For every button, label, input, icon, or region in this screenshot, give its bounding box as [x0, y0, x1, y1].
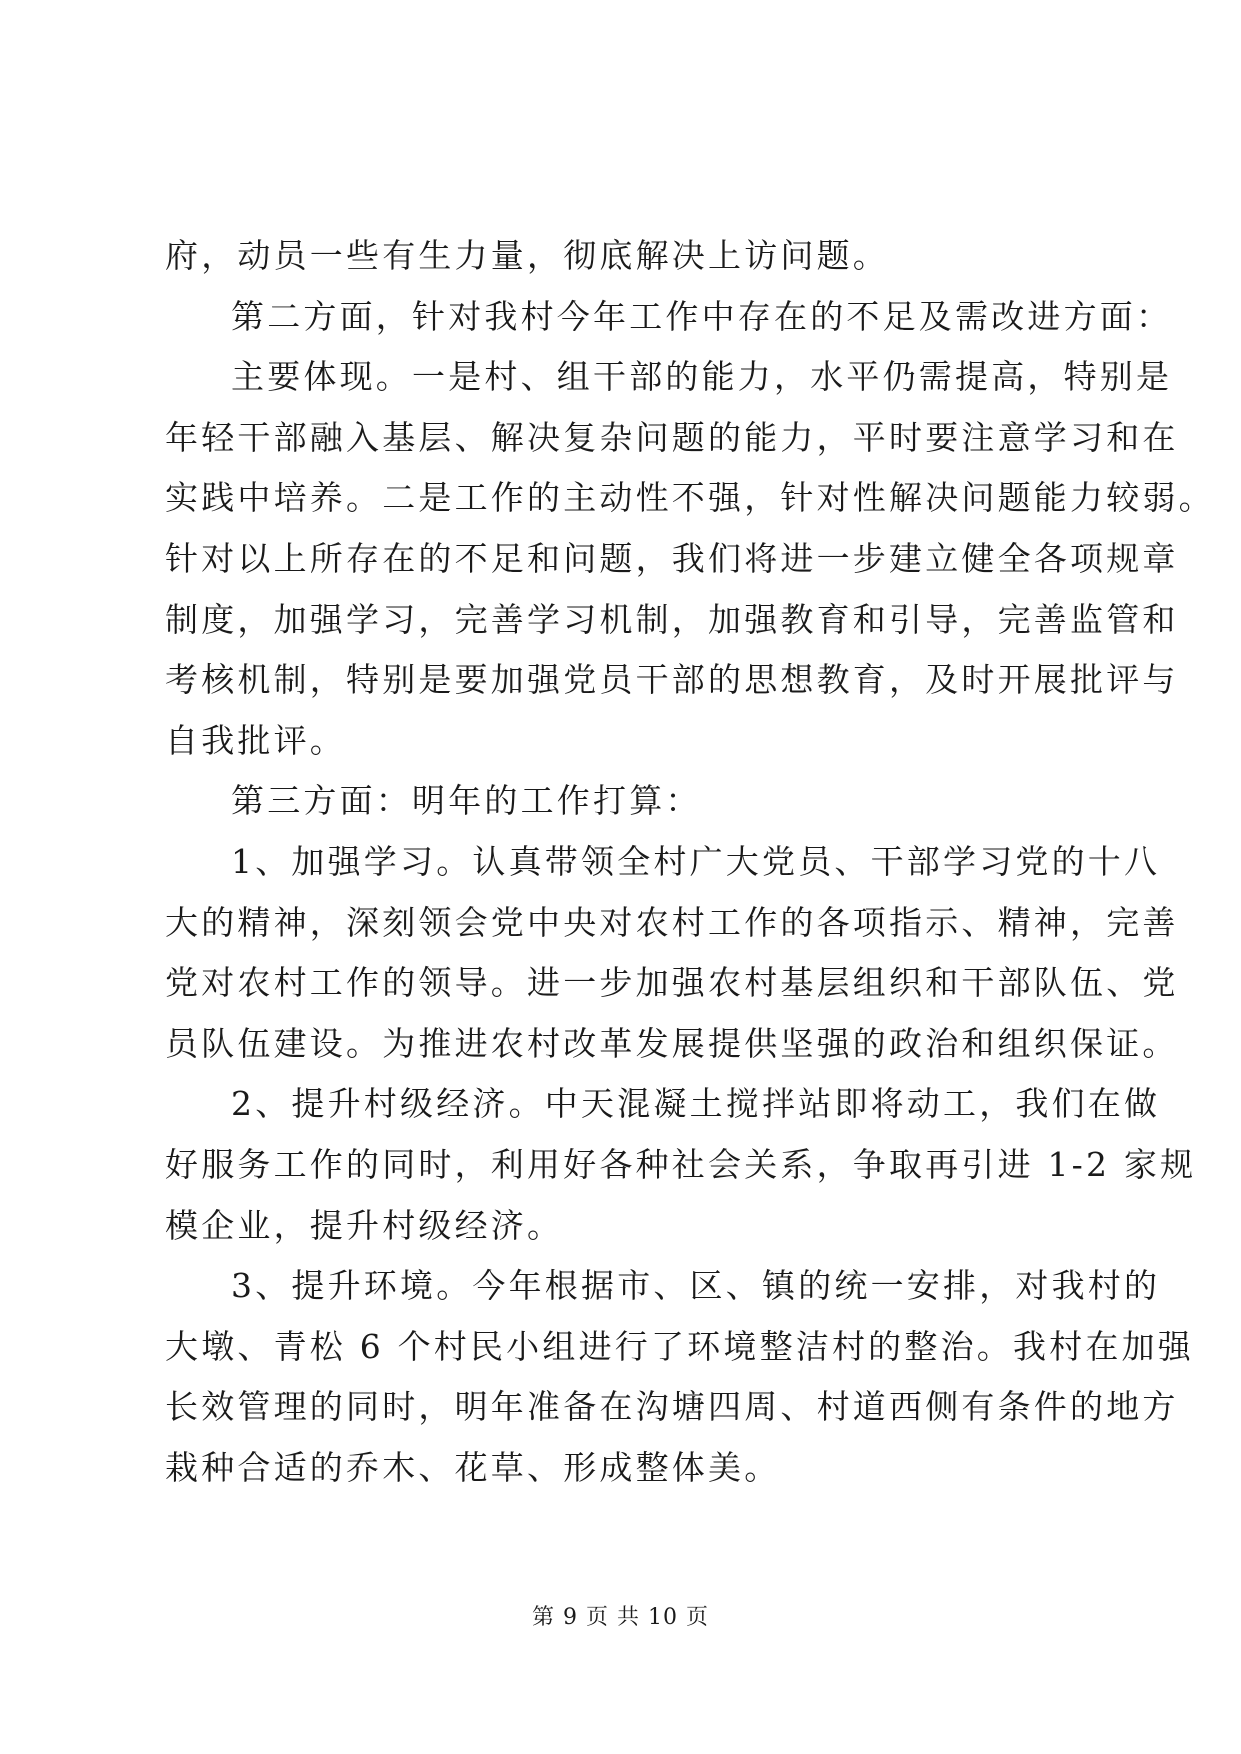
text-line: 好服务工作的同时，利用好各种社会关系，争取再引进 1-2 家规: [165, 1144, 1197, 1184]
text-line: 大的精神，深刻领会党中央对农村工作的各项指示、精神，完善: [165, 902, 1179, 942]
document-body: [165, 226, 1215, 1498]
text-line: 第三方面：明年的工作打算：: [231, 781, 702, 821]
text-line: 3、提升环境。今年根据市、区、镇的统一安排，对我村的: [231, 1266, 1161, 1306]
text-line: 大墩、青松 6 个村民小组进行了环境整洁村的整治。我村在加强: [165, 1326, 1194, 1366]
text-line: 府，动员一些有生力量，彻底解决上访问题。: [165, 236, 889, 275]
text-line: 自我批评。: [165, 720, 346, 760]
text-line: 制度，加强学习，完善学习机制，加强教育和引导，完善监管和: [165, 599, 1179, 639]
text-line: 年轻干部融入基层、解决复杂问题的能力，平时要注意学习和在: [165, 417, 1179, 457]
text-line: 考核机制，特别是要加强党员干部的思想教育，及时开展批评与: [165, 660, 1179, 700]
text-line: 模企业，提升村级经济。: [165, 1205, 564, 1245]
text-line: 员队伍建设。为推进农村改革发展提供坚强的政治和组织保证。: [165, 1023, 1179, 1063]
page-number-label: 第 9 页 共 10 页: [532, 1605, 709, 1630]
text-line: 第二方面，针对我村今年工作中存在的不足及需改进方面：: [231, 296, 1173, 336]
text-line: 2、提升村级经济。中天混凝土搅拌站即将动工，我们在做: [231, 1084, 1161, 1124]
text-line: 党对农村工作的领导。进一步加强农村基层组织和干部队伍、党: [165, 963, 1179, 1003]
text-line: 针对以上所存在的不足和问题，我们将进一步建立健全各项规章: [165, 538, 1179, 578]
text-line: 实践中培养。二是工作的主动性不强，针对性解决问题能力较弱。: [165, 478, 1215, 518]
page-footer: [0, 1600, 1241, 1631]
text-line: 栽种合适的乔木、花草、形成整体美。: [165, 1447, 781, 1487]
text-line: 主要体现。一是村、组干部的能力，水平仍需提高，特别是: [231, 357, 1173, 397]
text-line: 1、加强学习。认真带领全村广大党员、干部学习党的十八: [231, 841, 1161, 881]
text-line: 长效管理的同时，明年准备在沟塘四周、村道西侧有条件的地方: [165, 1387, 1179, 1427]
